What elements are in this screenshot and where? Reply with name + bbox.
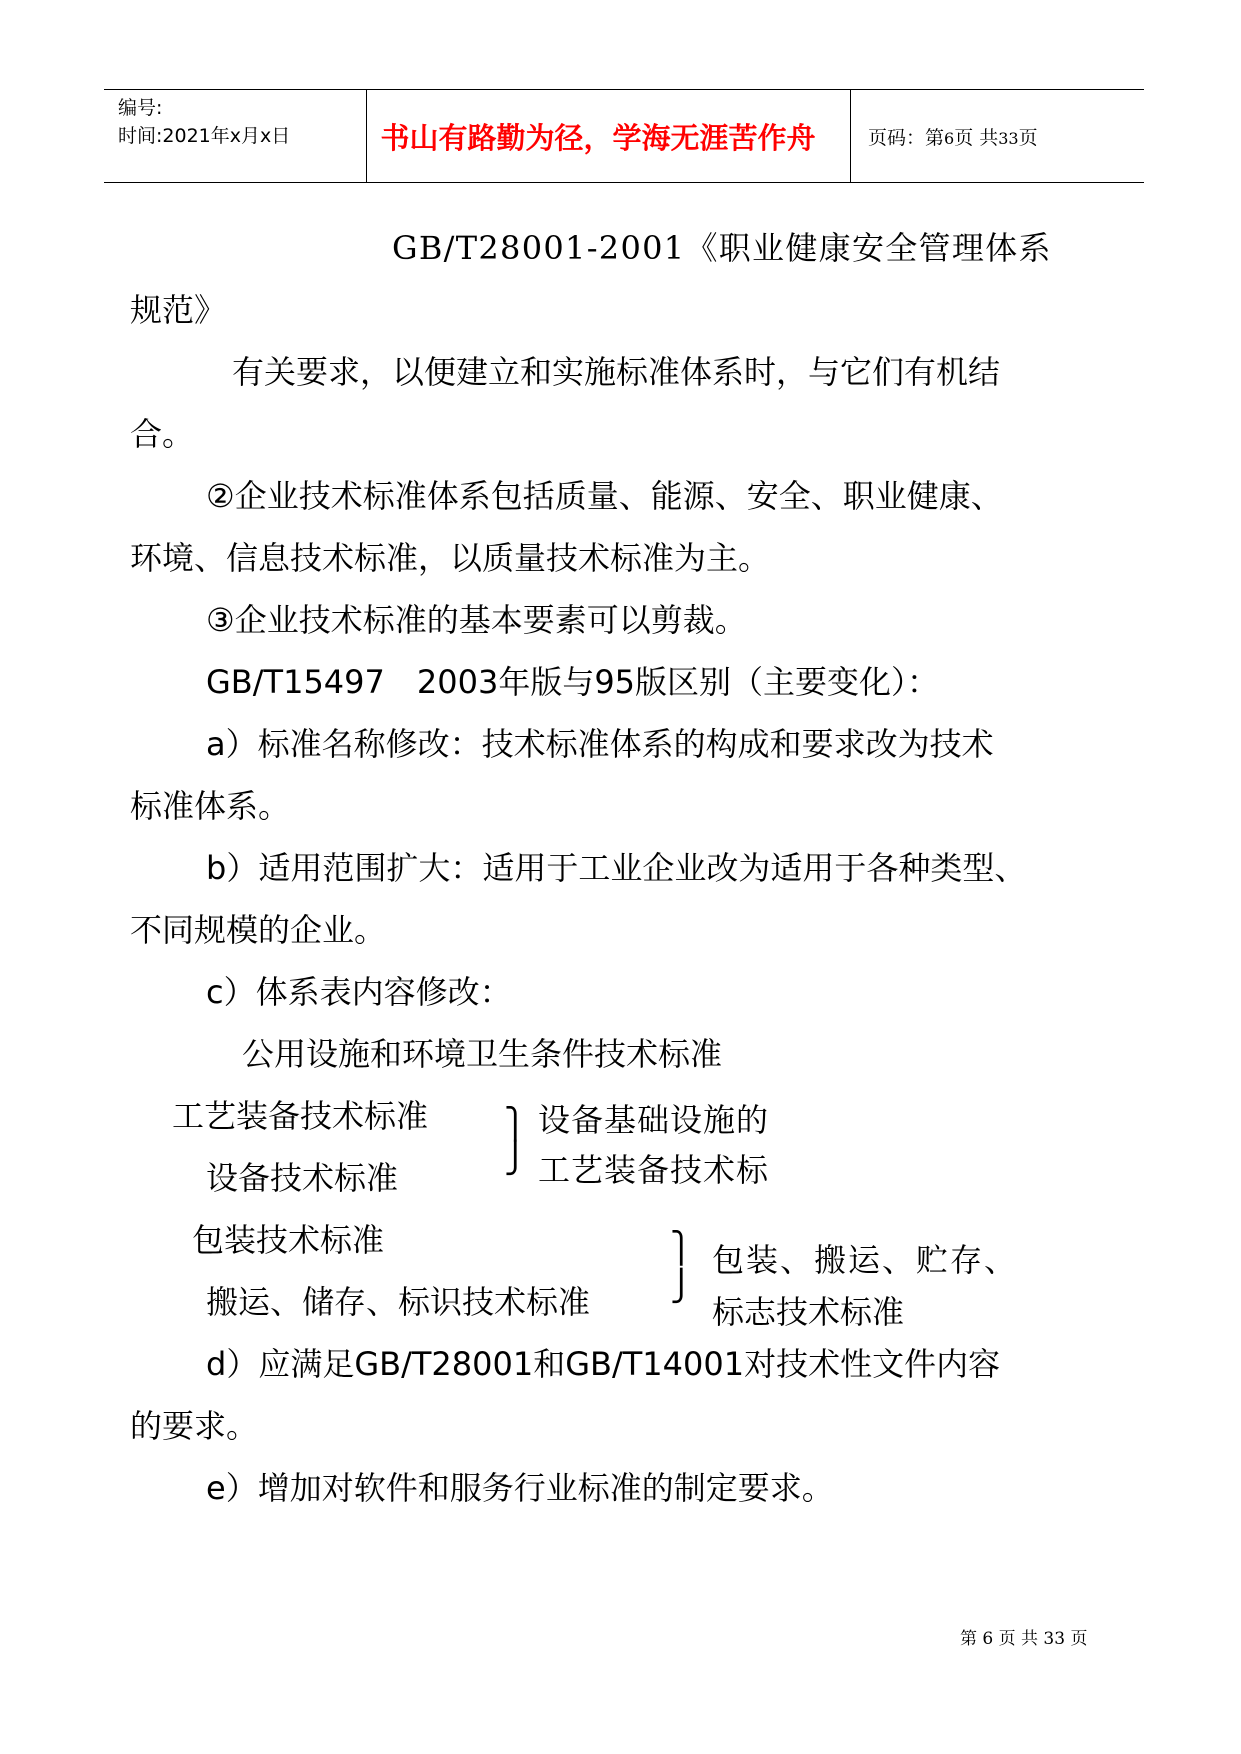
page-mid: 页 共 — [954, 127, 999, 149]
document-number-label: 编号: — [118, 97, 163, 119]
body-line-17: e）增加对软件和服务行业标准的制定要求。 — [206, 1469, 834, 1507]
group1-brace-icon: ⎫ — [504, 1107, 527, 1142]
body-line-8: GB/T15497 2003年版与95版区别（主要变化）： — [206, 663, 940, 701]
page-suffix: 页 — [1018, 127, 1038, 149]
page-number: 6 — [944, 129, 955, 148]
page-total: 33 — [998, 129, 1019, 148]
body-line-4: 合。 — [130, 415, 195, 453]
group1-left-line-2: 设备技术标准 — [206, 1159, 399, 1197]
page-header — [104, 89, 1144, 183]
group2-right-line-2: 标志技术标准 — [712, 1293, 905, 1331]
body-line-15: d）应满足GB/T28001和GB/T14001对技术性文件内容 — [206, 1345, 1001, 1383]
document-time-label: 时间:2021年x月x日 — [118, 125, 291, 147]
page-prefix: 页码：第 — [868, 127, 945, 149]
header-motto: 书山有路勤为径，学海无涯苦作舟 — [380, 121, 816, 155]
group2-right-line-1: 包装、搬运、贮存、 — [712, 1241, 1019, 1279]
body-line-7: ③企业技术标准的基本要素可以剪裁。 — [206, 601, 747, 639]
body-line-3: 有关要求，以便建立和实施标准体系时，与它们有机结 — [232, 353, 1001, 391]
group1-right-line-2: 工艺装备技术标 — [538, 1151, 770, 1189]
body-line-14: 公用设施和环境卫生条件技术标准 — [242, 1035, 723, 1073]
body-line-5: ②企业技术标准体系包括质量、能源、安全、职业健康、 — [206, 477, 1003, 515]
body-line-6: 环境、信息技术标准，以质量技术标准为主。 — [130, 539, 771, 577]
header-meta — [118, 94, 290, 150]
body-line-1: GB/T28001-2001《职业健康安全管理体系 — [392, 229, 1052, 267]
group1-brace-bottom-icon: ⎭ — [504, 1141, 527, 1176]
group2-brace-bottom-icon: ⎭ — [670, 1269, 693, 1304]
body-line-11: b）适用范围扩大：适用于工业企业改为适用于各种类型、 — [206, 849, 1027, 887]
body-line-12: 不同规模的企业。 — [130, 911, 387, 949]
group1-left-line-1: 工艺装备技术标准 — [172, 1097, 429, 1135]
body-line-10: 标准体系。 — [130, 787, 291, 825]
body-line-13: c）体系表内容修改： — [206, 973, 512, 1011]
body-line-16: 的要求。 — [130, 1407, 259, 1445]
group1-right-line-1: 设备基础设施的 — [538, 1101, 770, 1139]
header-page-info — [868, 123, 1038, 150]
group2-brace-icon: ⎫ — [670, 1231, 693, 1266]
header-divider-right — [850, 90, 851, 182]
body-line-9: a）标准名称修改：技术标准体系的构成和要求改为技术 — [206, 725, 994, 763]
body-line-2: 规范》 — [130, 291, 227, 329]
group2-left-line-2: 搬运、储存、标识技术标准 — [206, 1283, 591, 1321]
group2-left-line-1: 包装技术标准 — [192, 1221, 385, 1259]
page-footer: 第 6 页 共 33 页 — [960, 1629, 1088, 1649]
